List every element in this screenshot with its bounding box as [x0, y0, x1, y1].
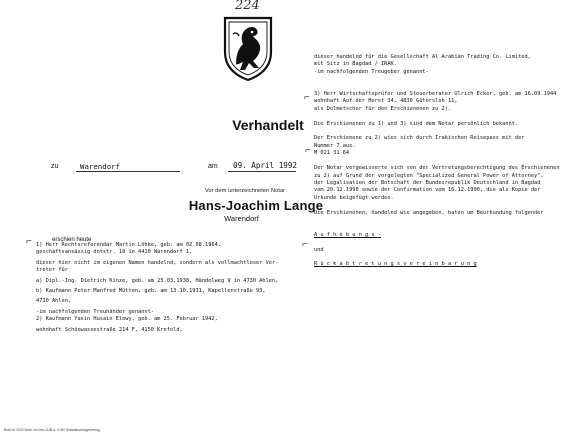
- text-line: der Legalisation der Botschaft der Bundesrepublik Deutschland in Bagdad: [314, 179, 541, 186]
- text-line: zu 2) auf Grund der vorgelegten "Specialized General Power of Attorney",: [314, 172, 544, 179]
- text-line: [314, 84, 560, 91]
- text-line: [314, 202, 560, 209]
- text-line: und: [314, 246, 324, 253]
- text-line: 4730 Ahlen,: [36, 298, 72, 305]
- text-line: [314, 239, 560, 246]
- place-label: zu: [51, 163, 59, 170]
- notary-caption: Vor dem unterzeichneten Notar: [204, 188, 286, 194]
- text-line: treter für: [36, 267, 68, 274]
- text-line: b) Kaufmann Peter Manfred Mütten, geb. am 13.10.1931, Kapellenstraße 93,: [36, 288, 266, 295]
- heading-rueckabtretung: R ü c k a b t r e t u n g s v e r e i n b a r u n g: [314, 261, 477, 268]
- text-line: [314, 254, 560, 261]
- text-line: [314, 76, 560, 83]
- text-line: 1) Herr Rechtsreferendar Martin Löhke, geb. am 02.08.1964,: [36, 242, 221, 248]
- place-value: Warendorf: [80, 162, 121, 171]
- text-line: Der Notar vergewisserte sich von der Vertretungsberechtigung des Erschienenen: [314, 165, 560, 172]
- text-line: 2) Kaufmann Yasin Husain Elewy, geb. am 25. Februar 1942,: [36, 316, 218, 323]
- date-underline: [228, 171, 296, 172]
- text-line: Nummer 7 aus.: [314, 142, 356, 149]
- text-line: 3) Herr Wirtschaftsprüfer und Steuerberater Ulrich Ecker, geb. am 16.09.1944: [314, 91, 557, 98]
- margin-hook-mark: ⌐: [302, 239, 308, 250]
- text-line: dieser handelnd für die Gesellschaft Al Arabian Trading Co. Limited,: [314, 54, 531, 60]
- text-line: Urkunde beigefügt werden.: [314, 194, 394, 201]
- right-column-text: [314, 10, 560, 269]
- handwritten-page-number: 224: [235, 0, 260, 13]
- text-line: wohnhaft Schöowassestraße 214 F, 4150 Krefeld,: [36, 326, 183, 333]
- date-label: am: [208, 163, 218, 170]
- text-line: -im nachfolgenden Treugeber genannt-: [314, 68, 429, 75]
- text-line: wohnhaft Auf der Horst 34, 4830 Gütersloh 11,: [314, 98, 458, 105]
- text-line: -im nachfolgenden Treuhänder genannt-: [36, 308, 154, 315]
- text-line: a) Dipl.-Ing. Dietrich Kinze, geb. am 25.03.1938, Händelweg 9 in 4730 Ahlen,: [36, 277, 279, 284]
- text-line: [314, 224, 560, 231]
- margin-hook-mark: ⌐: [305, 145, 311, 156]
- notary-city: Warendorf: [224, 214, 259, 223]
- appeared-label: erschien heute: [52, 237, 92, 243]
- text-line: Die Erschienenen zu 1) und 3) sind dem Notar persönlich bekannt.: [314, 120, 519, 127]
- text-line: als Dolmetscher für den Erschienenen zu 2).: [314, 105, 452, 112]
- text-line: Die Erschienenen, handelnd wie angegeben, baten um Beurkundung folgender: [314, 209, 544, 216]
- notary-name: Hans-Joachim Lange: [188, 198, 324, 213]
- text-line: dieser hier nicht im eigenen Namen handelnd, sondern als vollmachtloser Ver-: [36, 259, 279, 266]
- form-footer: Best-Nr. 0000 Siebt. m/c fest 1198 &. 0.000 Notariatsvorlagenverlag: [4, 428, 100, 432]
- text-line: [314, 158, 560, 165]
- left-column-text: [36, 242, 278, 334]
- margin-hook-mark: ⌐: [304, 92, 310, 103]
- coat-of-arms-icon: [219, 14, 277, 82]
- date-value: 09. April 1992: [233, 161, 298, 170]
- place-underline: [76, 171, 180, 172]
- text-line: geschäftsansässig dotstr. 18 in 4410 Warendorf 1,: [36, 249, 193, 256]
- text-line: mit Sitz in Bagdad / IRAK.: [314, 61, 397, 68]
- text-line: Der Erschienene zu 2) wies sich durch Irakischen Reisepass mit der: [314, 135, 525, 142]
- text-line: M 021 31 64: [314, 150, 350, 157]
- text-line: [314, 128, 560, 135]
- text-line: [314, 217, 560, 224]
- deed-title: Verhandelt: [232, 117, 304, 133]
- heading-aufhebungs: A u f h e b u n g s -: [314, 231, 381, 238]
- text-line: [314, 113, 560, 120]
- text-line: vom 20.12.1990 sowie der Confirmation vom 16.12.1990, die als Kopie der: [314, 187, 541, 194]
- margin-hook-mark: ⌐: [26, 236, 32, 247]
